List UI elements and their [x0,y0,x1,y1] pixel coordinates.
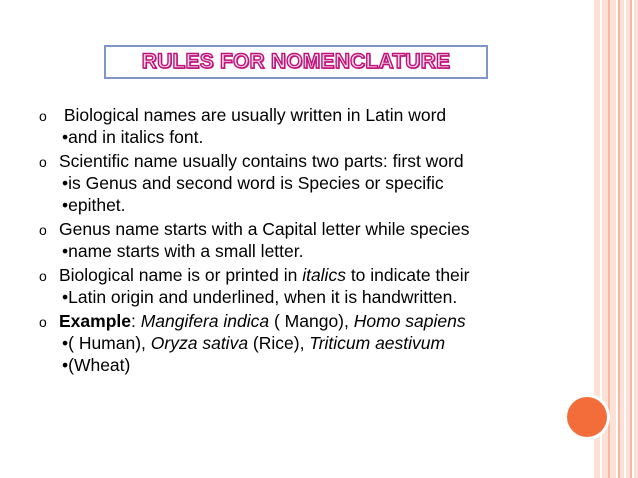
item-text-continuation: •Latin origin and underlined, when it is handwritten. [62,287,458,307]
item-text-continuation: •and in italics font. [62,127,204,147]
common-name: •( Human), [62,333,151,353]
item-text-continuation: •epithet. [62,195,126,215]
example-label: Example [59,311,131,331]
stripe-line [608,0,610,478]
list-item [39,150,579,216]
item-text-part: to indicate their [345,265,470,285]
list-item [39,104,579,148]
list-item [39,264,579,308]
item-text: Genus name starts with a Capital letter while species [59,219,470,239]
list-item [39,310,579,376]
item-text: Biological names are usually written in Latin word [59,105,447,125]
accent-circle [567,397,607,437]
item-text [59,264,579,286]
item-text-continuation [59,332,579,354]
species-name: Homo sapiens [353,311,466,331]
bullet-marker: o [39,154,47,170]
title-box [104,45,488,79]
bullet-list [39,104,579,378]
item-text-continuation: •name starts with a small letter. [62,241,304,261]
bullet-marker: o [39,108,47,124]
item-text-continuation: •(Wheat) [62,355,131,375]
species-name: Mangifera indica [140,311,270,331]
item-text: Scientific name usually contains two parts: first word [59,151,464,171]
bullet-marker: o [39,268,47,284]
bullet-marker: o [39,314,47,330]
item-text-part: : [130,311,141,331]
species-name: Triticum aestivum [309,333,446,353]
item-text-continuation: •is Genus and second word is Species or specific [62,173,444,193]
list-item [39,218,579,262]
common-name: (Rice), [248,333,310,353]
stripe-line [630,0,632,478]
item-text-part: Biological name is or printed in [59,265,303,285]
bullet-marker: o [39,222,47,238]
stripe-line [618,0,620,478]
item-text-italic: italics [302,265,346,285]
slide-title: RULES FOR NOMENCLATURE [141,50,451,73]
item-text [59,310,579,332]
species-name: Oryza sativa [150,333,249,353]
common-name: ( Mango), [269,311,354,331]
